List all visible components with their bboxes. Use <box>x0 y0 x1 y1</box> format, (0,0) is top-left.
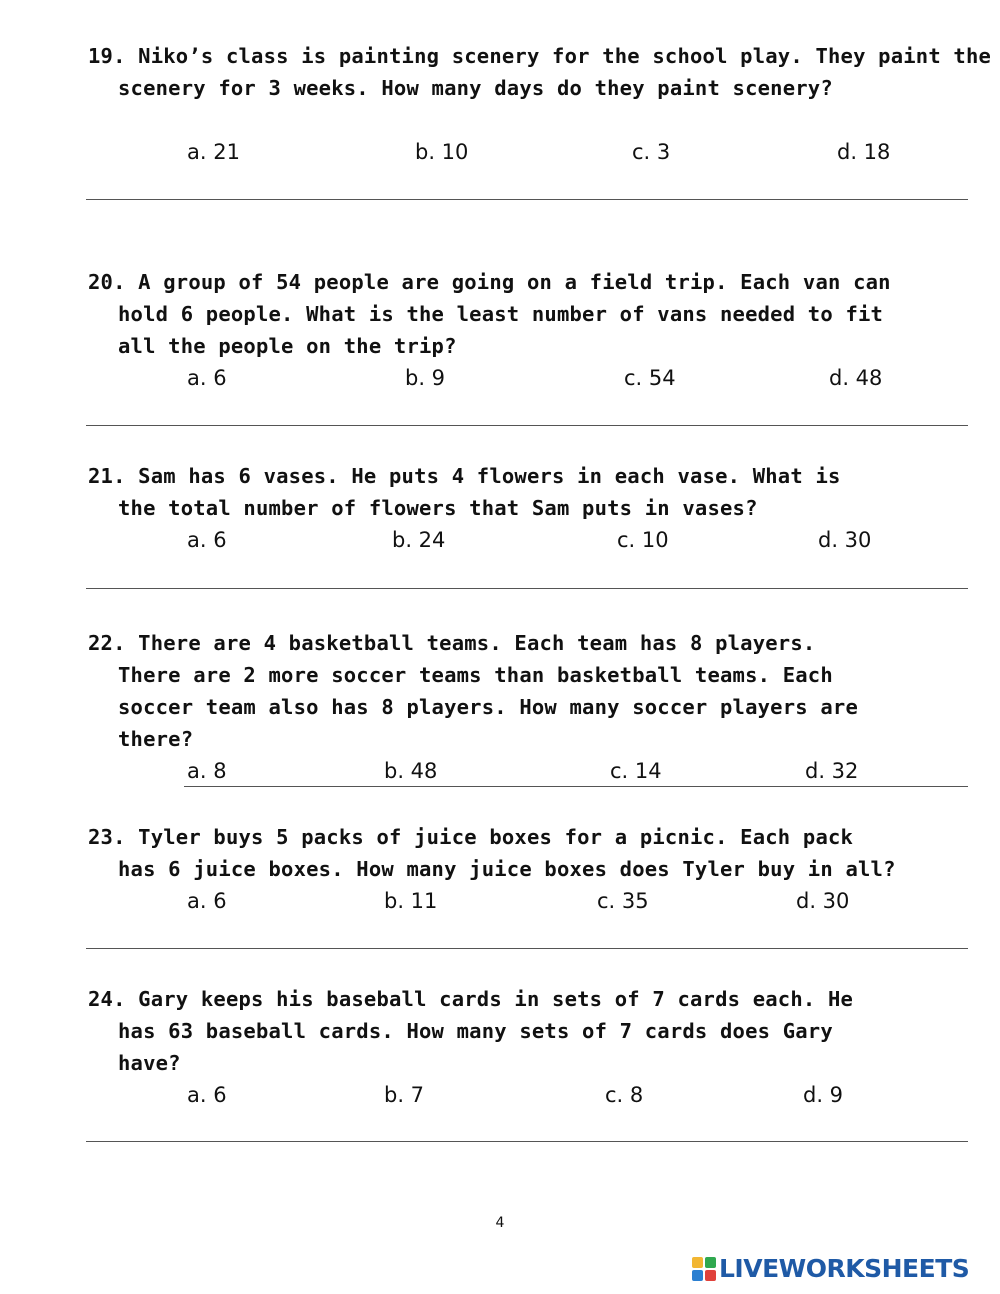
question-24-option-a[interactable]: a. 6 <box>187 1083 227 1107</box>
liveworksheets-logo <box>692 1253 969 1285</box>
question-21-line-1: 21. Sam has 6 vases. He puts 4 flowers in each vase. What is <box>88 464 841 488</box>
question-19-option-c[interactable]: c. 3 <box>632 140 671 164</box>
question-24-option-b[interactable]: b. 7 <box>384 1083 425 1107</box>
question-19-line-2: scenery for 3 weeks. How many days do they paint scenery? <box>118 76 833 100</box>
question-21-line-2: the total number of flowers that Sam puts in vases? <box>118 496 758 520</box>
question-22-line-2: There are 2 more soccer teams than basketball teams. Each <box>118 663 833 687</box>
question-24-line-1: 24. Gary keeps his baseball cards in sets of 7 cards each. He <box>88 987 854 1011</box>
question-22-line-4: there? <box>118 727 194 751</box>
question-22-option-b[interactable]: b. 48 <box>384 759 438 783</box>
question-19-option-a[interactable]: a. 21 <box>187 140 240 164</box>
question-21-option-c[interactable]: c. 10 <box>617 528 669 552</box>
question-20-line-3: all the people on the trip? <box>118 334 457 358</box>
question-20-option-b[interactable]: b. 9 <box>405 366 446 390</box>
question-24-option-d[interactable]: d. 9 <box>803 1083 844 1107</box>
divider <box>86 1141 968 1142</box>
question-19-option-b[interactable]: b. 10 <box>415 140 469 164</box>
page-number: 4 <box>495 1215 505 1231</box>
question-23-option-c[interactable]: c. 35 <box>597 889 649 913</box>
question-22-line-1: 22. There are 4 basketball teams. Each team has 8 players. <box>88 631 816 655</box>
question-23-line-2: has 6 juice boxes. How many juice boxes does Tyler buy in all? <box>118 857 896 881</box>
question-22-option-c[interactable]: c. 14 <box>610 759 662 783</box>
divider <box>86 948 968 949</box>
question-23-line-1: 23. Tyler buys 5 packs of juice boxes for a picnic. Each pack <box>88 825 854 849</box>
question-19-option-d[interactable]: d. 18 <box>837 140 891 164</box>
question-21-option-a[interactable]: a. 6 <box>187 528 227 552</box>
brand-name: LIVEWORKSHEETS <box>719 1254 970 1283</box>
question-22-line-3: soccer team also has 8 players. How many soccer players are <box>118 695 858 719</box>
question-24-line-2: has 63 baseball cards. How many sets of 7 cards does Gary <box>118 1019 833 1043</box>
question-22-option-a[interactable]: a. 8 <box>187 759 227 783</box>
question-22-option-d[interactable]: d. 32 <box>805 759 859 783</box>
divider <box>86 199 968 200</box>
liveworksheets-logo-icon <box>692 1257 716 1281</box>
question-24-line-3: have? <box>118 1051 181 1075</box>
question-23-option-a[interactable]: a. 6 <box>187 889 227 913</box>
question-20-line-2: hold 6 people. What is the least number of vans needed to fit <box>118 302 884 326</box>
question-20-line-1: 20. A group of 54 people are going on a field trip. Each van can <box>88 270 891 294</box>
question-21-option-b[interactable]: b. 24 <box>392 528 446 552</box>
question-23-option-d[interactable]: d. 30 <box>796 889 850 913</box>
question-19-line-1: 19. Niko’s class is painting scenery for the school play. They paint the <box>88 44 992 68</box>
divider <box>184 786 968 787</box>
question-20-option-d[interactable]: d. 48 <box>829 366 883 390</box>
question-21-option-d[interactable]: d. 30 <box>818 528 872 552</box>
question-20-option-a[interactable]: a. 6 <box>187 366 227 390</box>
question-23-option-b[interactable]: b. 11 <box>384 889 438 913</box>
divider <box>86 425 968 426</box>
question-24-option-c[interactable]: c. 8 <box>605 1083 644 1107</box>
divider <box>86 588 968 589</box>
question-20-option-c[interactable]: c. 54 <box>624 366 676 390</box>
